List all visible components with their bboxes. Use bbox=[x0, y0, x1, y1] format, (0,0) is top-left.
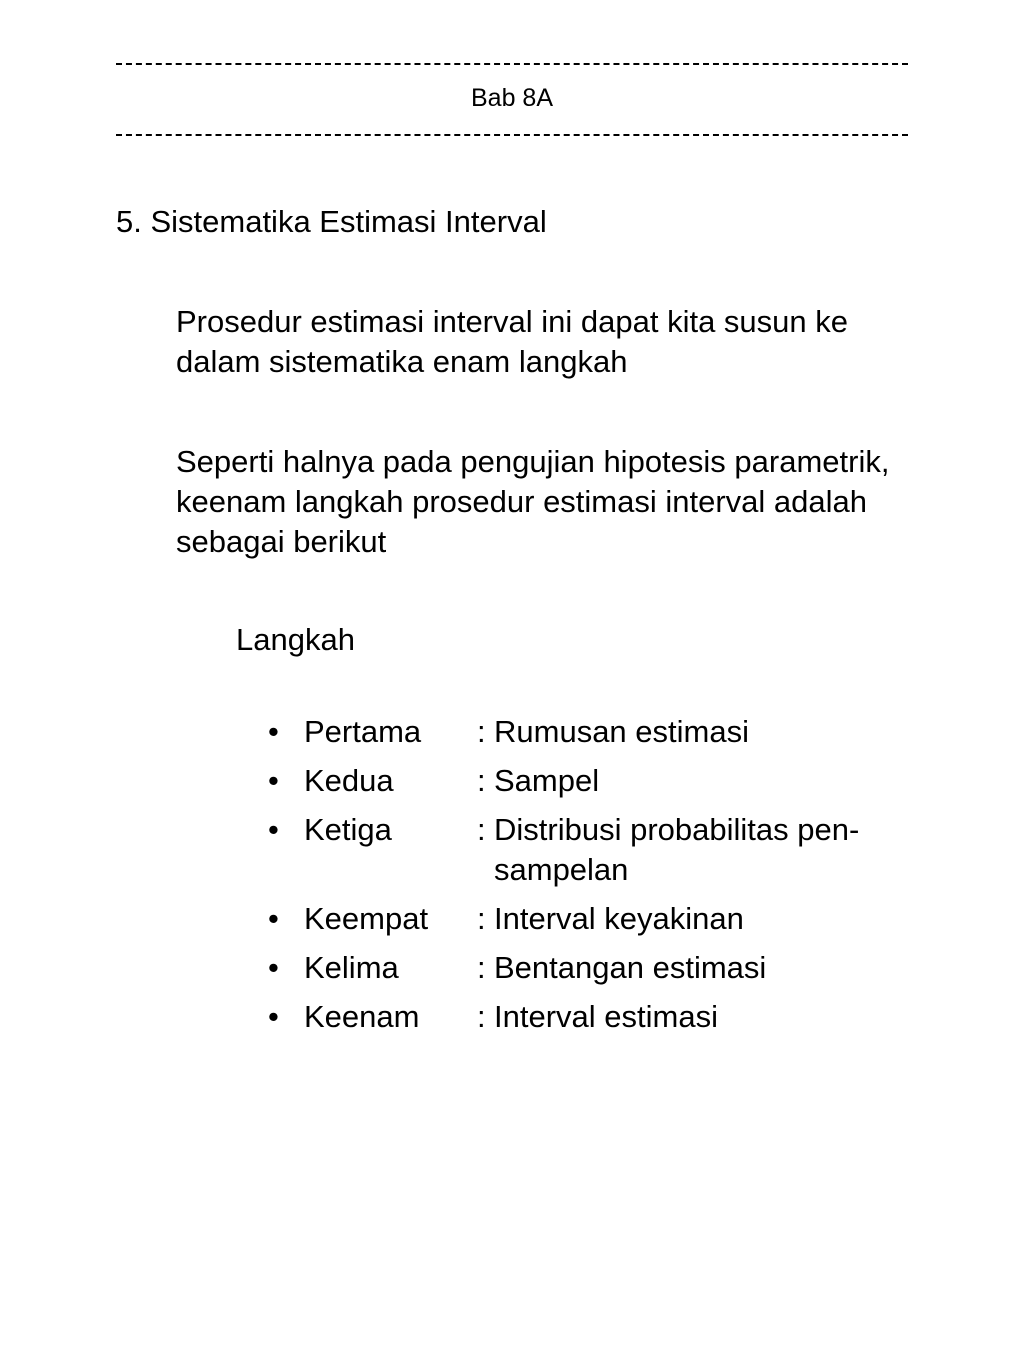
step-description: Distribusi probabilitas pen-sampelan bbox=[494, 812, 860, 887]
step-separator: : bbox=[477, 901, 486, 936]
context-paragraph: Seperti halnya pada pengujian hipotesis parametrik, keenam langkah prosedur estimasi interval adalah sebagai berikut bbox=[176, 444, 890, 559]
step-description: Interval keyakinan bbox=[494, 901, 744, 936]
step-separator: : bbox=[477, 714, 486, 749]
bullet-icon: • bbox=[268, 812, 279, 847]
intro-paragraph: Prosedur estimasi interval ini dapat kita susun ke dalam sistematika enam langkah bbox=[176, 304, 848, 379]
step-separator: : bbox=[477, 999, 486, 1034]
step-item-2 bbox=[268, 761, 968, 801]
bullet-icon: • bbox=[268, 763, 279, 798]
step-name: Pertama bbox=[304, 714, 422, 749]
header-top-divider bbox=[116, 63, 908, 65]
chapter-title: Bab 8A bbox=[470, 84, 553, 112]
header-bottom-divider bbox=[116, 134, 908, 136]
step-separator: : bbox=[477, 950, 486, 985]
step-description: Rumusan estimasi bbox=[494, 714, 749, 749]
step-item-5 bbox=[268, 948, 968, 988]
steps-label: Langkah bbox=[236, 622, 355, 657]
bullet-icon: • bbox=[268, 714, 279, 749]
section-heading: 5. Sistematika Estimasi Interval bbox=[116, 204, 547, 239]
step-separator: : bbox=[477, 812, 486, 847]
step-name: Kedua bbox=[304, 763, 394, 798]
step-name: Kelima bbox=[304, 950, 399, 985]
step-name: Keenam bbox=[304, 999, 420, 1034]
step-item-4 bbox=[268, 899, 968, 939]
step-description: Interval estimasi bbox=[494, 999, 718, 1034]
step-separator: : bbox=[477, 763, 486, 798]
step-item-6 bbox=[268, 997, 968, 1037]
step-name: Ketiga bbox=[304, 812, 392, 847]
bullet-icon: • bbox=[268, 999, 279, 1034]
step-name: Keempat bbox=[304, 901, 429, 936]
step-item-1 bbox=[268, 712, 968, 752]
steps-list bbox=[268, 712, 968, 1046]
bullet-icon: • bbox=[268, 950, 279, 985]
step-description: Bentangan estimasi bbox=[494, 950, 767, 985]
bullet-icon: • bbox=[268, 901, 279, 936]
step-description: Sampel bbox=[494, 763, 600, 798]
step-item-3 bbox=[268, 810, 968, 890]
